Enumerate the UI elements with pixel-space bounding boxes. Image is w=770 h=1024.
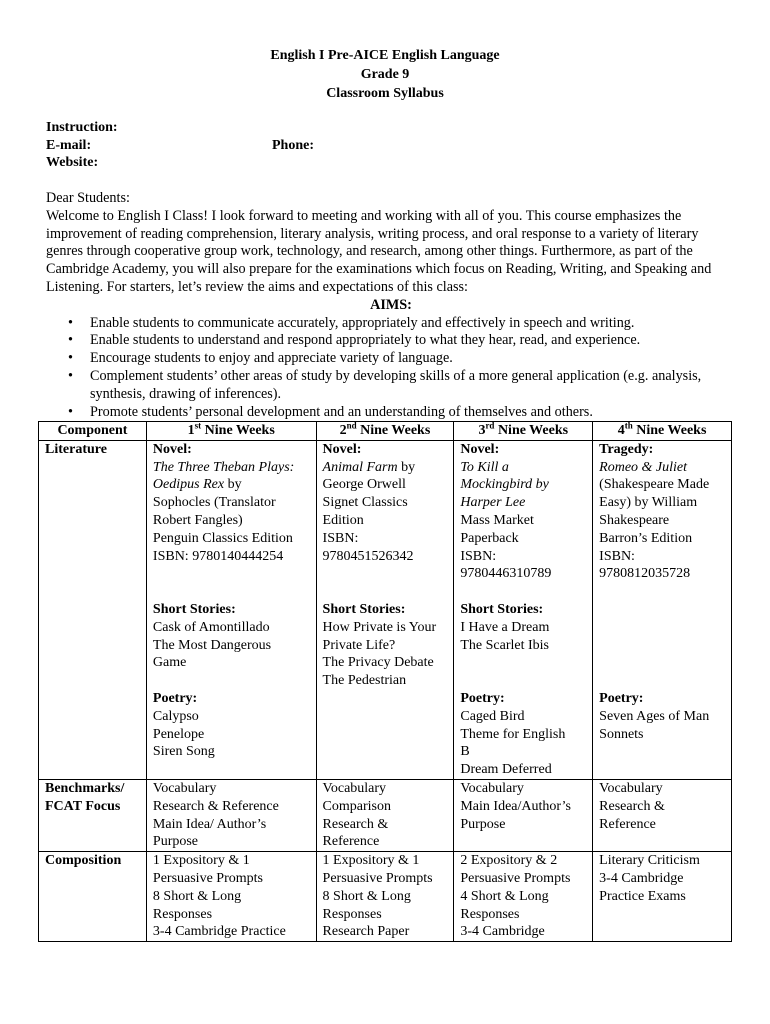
benchmarks-q3-cell: Vocabulary Main Idea/Author’s Purpose [454, 779, 593, 851]
benchmarks-q1-cell: Vocabulary Research & Reference Main Idea/ Author’s Purpose [146, 779, 316, 851]
website-label: Website: [46, 155, 99, 170]
row-label-literature: Literature [39, 440, 147, 779]
aims-list [46, 315, 736, 422]
row-label-benchmarks: Benchmarks/ FCAT Focus [39, 779, 147, 851]
letter-body: Welcome to English I Class! I look forward to meeting and working with all of you. This course emphasizes the improvement of reading comprehension, literary analysis, writing process, and oral response to a variety of literary genres through cooperative group work, technology, and research, among other things. Furthermore, as part of the Cambridge Academy, you will also prepare for the examinations which focus on Reading, Writing, and Speaking and Listening. For starters, let’s review the aims and expectations of this class: [46, 207, 712, 295]
aims-heading: AIMS: [370, 296, 412, 313]
bullet-icon: • [68, 332, 73, 349]
table-row-literature [39, 440, 732, 779]
composition-q4-cell: Literary Criticism 3-4 Cambridge Practice Exams [593, 852, 732, 942]
header-q1: 1st Nine Weeks [146, 422, 316, 441]
benchmarks-q4-cell: Vocabulary Research & Reference [593, 779, 732, 851]
bullet-icon: • [68, 403, 73, 420]
aim-item: • Complement students’ other areas of study by developing skills of a more general application (e.g. analysis, synthesis, drawing of inferences). [68, 367, 702, 402]
header-q2: 2nd Nine Weeks [316, 422, 454, 441]
bullet-icon: • [68, 314, 73, 331]
syllabus-heading: Classroom Syllabus [326, 86, 444, 101]
composition-q2-cell: 1 Expository & 1 Persuasive Prompts 8 Short & Long Responses Research Paper [316, 852, 454, 942]
bullet-icon: • [68, 350, 73, 367]
welcome-letter [46, 190, 736, 421]
table-header-row [39, 422, 732, 441]
literature-q3-cell: Novel: To Kill a Mockingbird by Harper Lee Mass Market Paperback ISBN: 9780446310789 Short Stories: I Have a Dream The Scarlet Ibis Poetry: Caged Bird Theme for English B Dream Deferred [454, 440, 593, 779]
document-title [0, 46, 770, 103]
table-row-composition [39, 852, 732, 942]
schedule-table [38, 421, 732, 942]
phone-label: Phone: [272, 137, 314, 153]
literature-q1-cell: Novel: The Three Theban Plays: Oedipus Rex by Sophocles (Translator Robert Fangles) Penguin Classics Edition ISBN: 9780140444254 Short Stories: Cask of Amontillado The Most Dangerous Game Poetry: Calypso Penelope Siren Song [146, 440, 316, 779]
literature-q4-cell: Tragedy: Romeo & Juliet (Shakespeare Made Easy) by William Shakespeare Barron’s Edition ISBN: 9780812035728 Poetry: Seven Ages of Man Sonnets [593, 440, 732, 779]
bullet-icon: • [68, 367, 73, 384]
contact-block [46, 119, 696, 172]
table-row-benchmarks [39, 779, 732, 851]
aim-item: • Enable students to understand and respond appropriately to what they hear, read, and experience. [68, 332, 641, 349]
aim-item: • Encourage students to enjoy and appreciate variety of language. [68, 350, 453, 367]
instruction-label: Instruction: [46, 120, 118, 135]
header-q3: 3rd Nine Weeks [454, 422, 593, 441]
header-component: Component [39, 422, 147, 441]
email-label: E-mail: [46, 137, 92, 153]
header-q4: 4th Nine Weeks [593, 422, 732, 441]
row-label-composition: Composition [39, 852, 147, 942]
aim-item: • Promote students’ personal development and an understanding of themselves and others. [68, 403, 593, 420]
benchmarks-q2-cell: Vocabulary Comparison Research & Reference [316, 779, 454, 851]
composition-q3-cell: 2 Expository & 2 Persuasive Prompts 4 Short & Long Responses 3-4 Cambridge [454, 852, 593, 942]
grade-line: Grade 9 [360, 67, 410, 82]
composition-q1-cell: 1 Expository & 1 Persuasive Prompts 8 Short & Long Responses 3-4 Cambridge Practice [146, 852, 316, 942]
letter-greeting: Dear Students: [46, 190, 130, 206]
course-title: English I Pre-AICE English Language [270, 48, 500, 63]
aim-item: • Enable students to communicate accurately, appropriately and effectively in speech and writing. [68, 314, 635, 331]
literature-q2-cell: Novel: Animal Farm by George Orwell Signet Classics Edition ISBN: 9780451526342 Short Stories: How Private is Your Private Life? The Privacy Debate The Pedestrian [316, 440, 454, 779]
